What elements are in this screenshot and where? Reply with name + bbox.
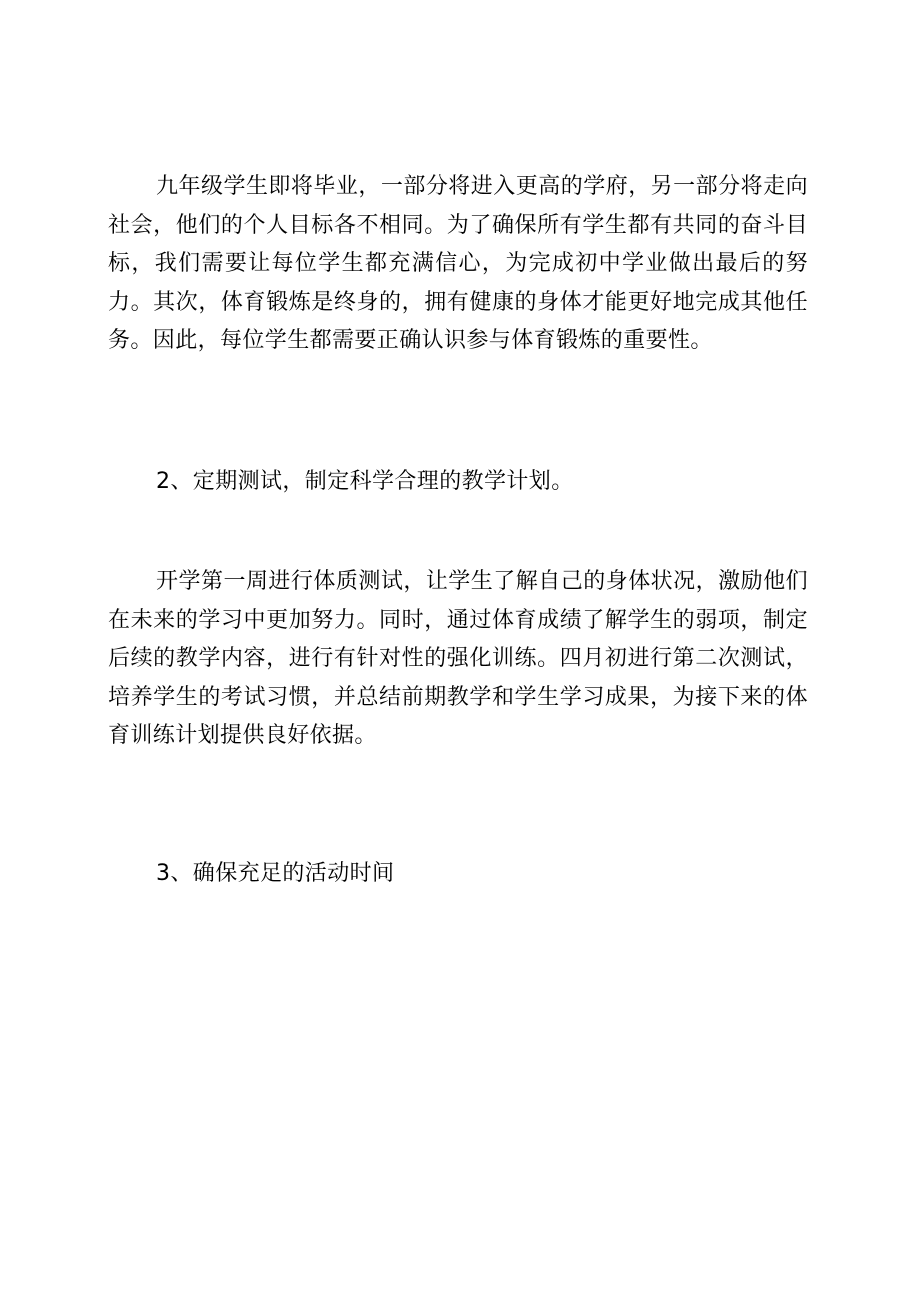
paragraph-fitness-testing: 开学第一周进行体质测试，让学生了解自己的身体状况，激励他们在未来的学习中更加努力。同时，通过体育成绩了解学生的弱项，制定后续的教学内容，进行有针对性的强化训练。四月初进行第二次测试，培养学生的考试习惯，并总结前期教学和学生学习成果，为接下来的体育训练计划提供良好依据。 (108, 569, 808, 748)
section-heading-activity-time: 3、确保充足的活动时间 (156, 861, 395, 886)
section-heading-regular-testing: 2、定期测试，制定科学合理的教学计划。 (156, 469, 574, 494)
paragraph-graduation-goals: 九年级学生即将毕业，一部分将进入更高的学府，另一部分将走向社会，他们的个人目标各不相同。为了确保所有学生都有共同的奋斗目标，我们需要让每位学生都充满信心，为完成初中学业做出最后的努力。其次，体育锻炼是终身的，拥有健康的身体才能更好地完成其他任务。因此，每位学生都需要正确认识参与体育锻炼的重要性。 (108, 174, 808, 353)
